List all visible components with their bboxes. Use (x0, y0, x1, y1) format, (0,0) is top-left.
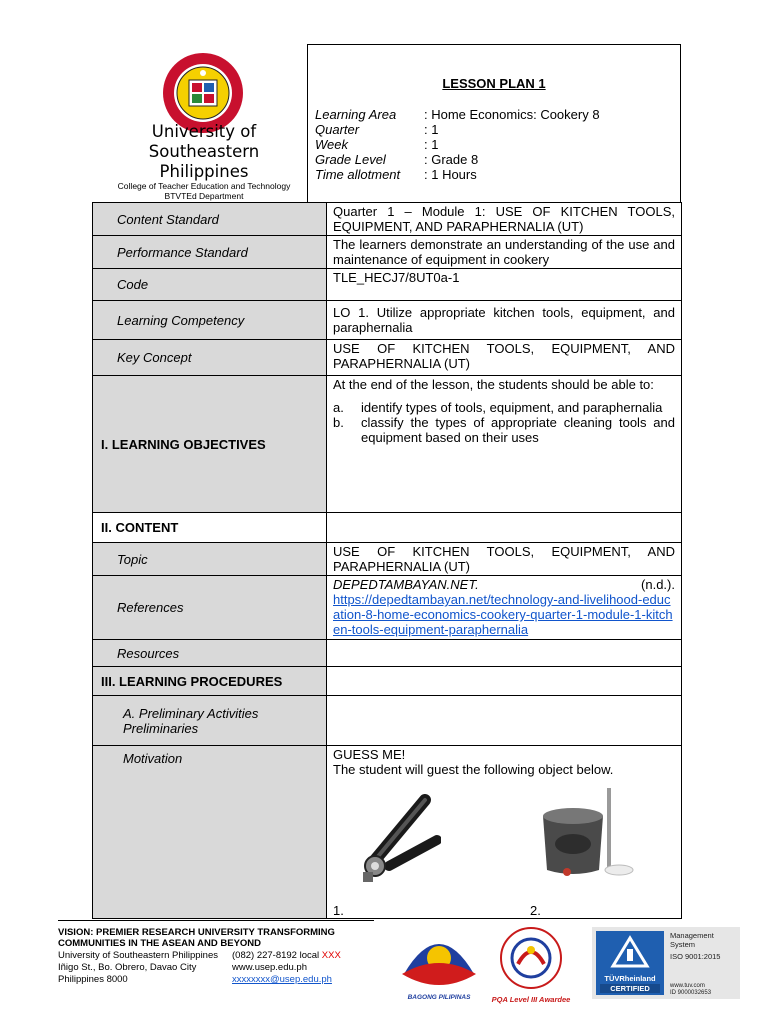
preliminary-label-line: A. Preliminary Activities (123, 705, 259, 721)
website-link[interactable]: www.usep.edu.ph (232, 962, 307, 973)
phone-number: (082) 227-8192 local (232, 950, 322, 961)
address-line: Iñigo St., Bo. Obrero, Davao City (58, 962, 197, 973)
motivation-title: GUESS ME! (333, 747, 406, 762)
table-row (93, 301, 682, 340)
row-label: Topic (93, 543, 327, 576)
key-concept-value: USE OF KITCHEN TOOLS, EQUIPMENT, AND PARAPHERNALIA (UT) (327, 340, 682, 376)
row-label: I. LEARNING OBJECTIVES (93, 376, 327, 513)
pqa-award-logo (488, 920, 574, 1006)
row-label: Performance Standard (93, 236, 327, 269)
table-row (93, 543, 682, 576)
meta-value: : Home Economics: Cookery 8 (424, 107, 600, 122)
can-opener-image (355, 794, 441, 886)
iso-certification-badge (592, 927, 740, 999)
table-row (93, 513, 682, 543)
department-name: BTVTEd Department (164, 191, 244, 201)
table-row (93, 340, 682, 376)
row-label: Key Concept (93, 340, 327, 376)
table-row (93, 640, 682, 667)
meta-value: : 1 (424, 137, 439, 152)
meta-key: Quarter (315, 122, 360, 137)
university-name-line: Philippines (159, 162, 249, 181)
table-row (93, 696, 682, 746)
meta-value: : 1 Hours (424, 167, 477, 182)
table-row (93, 576, 682, 640)
motivation-instruction: The student will guest the following object below. (333, 762, 614, 777)
address-line: Philippines 8000 (58, 974, 128, 985)
vision-line: VISION: PREMIER RESEARCH UNIVERSITY TRANSFORMING (58, 927, 335, 938)
phone-extension: XXX (321, 950, 341, 961)
tuv-website: www.tuv.com (670, 983, 705, 989)
university-name-line: Southeastern (148, 142, 260, 161)
row-label: References (93, 576, 327, 640)
code-value: TLE_HECJ7/8UT0a-1 (327, 269, 682, 301)
email-user: xxxxxxxx (232, 974, 270, 985)
iso-standard: ISO 9001:2015 (670, 952, 721, 961)
list-text: classify the types of appropriate cleaning tools and equipment based on their uses (361, 415, 675, 445)
lesson-plan-table (92, 202, 682, 919)
college-name: College of Teacher Education and Technology (117, 181, 291, 191)
reference-source-line (333, 577, 675, 592)
list-item (333, 415, 675, 445)
empty-cell (327, 513, 682, 543)
row-label: Resources (93, 640, 327, 667)
footer-divider (58, 920, 374, 921)
empty-cell (327, 667, 682, 696)
vision-statement (58, 927, 378, 949)
meta-value: : 1 (424, 122, 439, 137)
section-heading: II. CONTENT (93, 513, 327, 543)
reference-link[interactable]: https://depedtambayan.net/technology-and-livelihood-education-8-home-economics-cookery-quarter-1-module-1-kitchen-tools-equipment-paraphernalia (333, 592, 673, 637)
email-link[interactable] (232, 974, 332, 985)
objectives-intro: At the end of the lesson, the students should be able to: (333, 377, 654, 392)
motivation-cell (327, 746, 682, 919)
performance-standard-value: The learners demonstrate an understanding of the use and maintenance of equipment in cookery (327, 236, 682, 269)
reference-source: DEPEDTAMBAYAN.NET. (333, 577, 479, 592)
reference-date: (n.d.). (641, 577, 675, 592)
lesson-plan-title: LESSON PLAN 1 (442, 76, 546, 91)
spin-mop-bucket-image (537, 786, 635, 882)
learning-competency-value: LO 1. Utilize appropriate kitchen tools, equipment, and paraphernalia (327, 301, 682, 340)
bagong-pilipinas-logo (398, 922, 480, 1004)
empty-cell (327, 696, 682, 746)
row-label (93, 696, 327, 746)
table-row (93, 667, 682, 696)
list-text: identify types of tools, equipment, and paraphernalia (361, 400, 663, 415)
vision-line: COMMUNITIES IN THE ASEAN AND BEYOND (58, 938, 262, 949)
certified-label: CERTIFIED (600, 984, 660, 993)
table-row (93, 746, 682, 919)
pqa-text: PQA Level III Awardee (491, 995, 571, 1004)
meta-key: Week (315, 137, 348, 152)
objectives-list (333, 400, 675, 445)
meta-key: Time allotment (315, 167, 401, 182)
object-number: 2. (530, 903, 541, 918)
phone-line (232, 950, 341, 961)
list-item (333, 400, 675, 415)
table-row (93, 376, 682, 513)
content-standard-value: Quarter 1 – Module 1: USE OF KITCHEN TOOLS, EQUIPMENT, AND PARAPHERNALIA (UT) (327, 203, 682, 236)
section-heading: III. LEARNING PROCEDURES (93, 667, 327, 696)
objectives-cell (327, 376, 682, 513)
row-label: Learning Competency (93, 301, 327, 340)
tuv-triangle-icon (610, 935, 650, 969)
preliminary-label-line: Preliminaries (123, 720, 199, 736)
empty-cell (327, 640, 682, 667)
topic-value: USE OF KITCHEN TOOLS, EQUIPMENT, AND PARAPHERNALIA (UT) (327, 543, 682, 576)
tuv-details (670, 931, 738, 997)
row-label: Motivation (93, 746, 327, 919)
list-marker: b. (333, 415, 344, 430)
table-row (93, 269, 682, 301)
university-name-line: University of (151, 122, 257, 141)
list-marker: a. (333, 400, 344, 415)
row-label: Content Standard (93, 203, 327, 236)
tuv-id: ID 9000032653 (670, 990, 712, 996)
bagong-pilipinas-text: BAGONG PILIPINAS (407, 994, 471, 1001)
email-domain: @usep.edu.ph (270, 974, 332, 985)
table-row (93, 236, 682, 269)
object-number: 1. (333, 903, 344, 918)
tuv-mark (596, 931, 664, 995)
meta-value: : Grade 8 (424, 152, 479, 167)
address-line: University of Southeastern Philippines (58, 950, 219, 961)
table-row (93, 203, 682, 236)
meta-key: Grade Level (315, 152, 386, 167)
references-cell (327, 576, 682, 640)
tuv-name: TÜVRheinland (604, 974, 656, 983)
meta-key: Learning Area (315, 107, 397, 122)
row-label: Code (93, 269, 327, 301)
management-system-label: Management System (670, 931, 714, 949)
